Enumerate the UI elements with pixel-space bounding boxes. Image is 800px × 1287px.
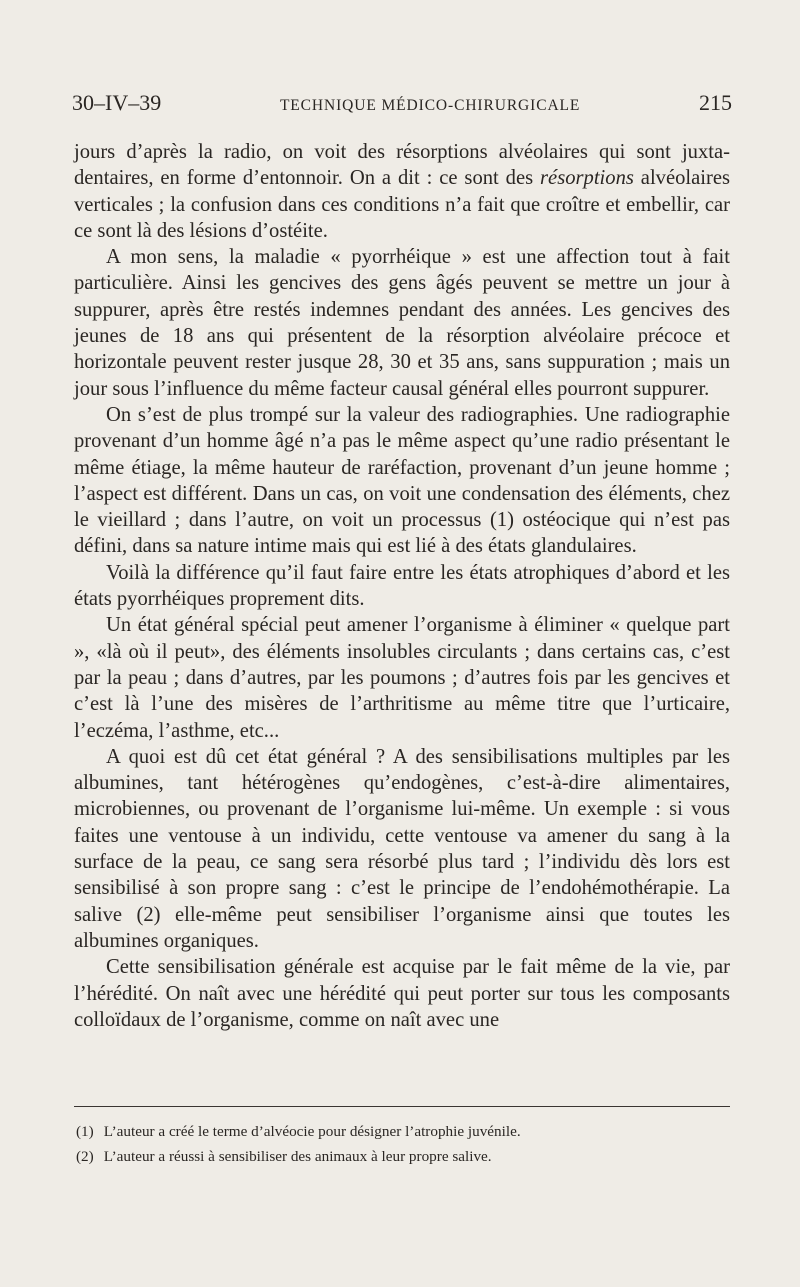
footnote-2-number: (2) (76, 1148, 94, 1165)
emphasized-term: résorptions (540, 167, 634, 190)
footnote-1-text: L’auteur a créé le terme d’alvéocie pour désigner l’atrophie juvénile. (103, 1123, 521, 1140)
paragraph-1 (74, 139, 730, 244)
running-header (72, 90, 732, 116)
footnote-divider (74, 1106, 730, 1107)
paragraph-4: Voilà la différence qu’il faut faire entre les états atrophiques d’abord et les états pyorrhéiques proprement dits. (74, 561, 730, 611)
paragraph-2: A mon sens, la maladie « pyorrhéique » est une affection tout à fait particulière. Ainsi les gencives des gens âgés peuvent se mettre un jour à suppurer, après être restés indemnes pendant des années. Les gencives des jeunes de 18 ans qui présentent de la résorption alvéolaire précoce et horizontale peuvent rester jusque 28, 30 et 35 ans, sans suppuration ; mais un jour sous l’influence du même facteur causal général elles pourront suppurer. (74, 246, 730, 400)
paragraph-5: Un état général spécial peut amener l’organisme à éliminer « quelque part », «là où il peut», des éléments insolubles circulants ; dans certains cas, c’est par la peau ; dans d’autres, par les poumons ; d’autres fois par les gencives et c’est là l’une des misères de l’arthritisme au même titre que l’urticaire, l’eczéma, l’asthme, etc... (74, 614, 730, 742)
main-text (74, 139, 730, 1033)
paragraph-3: On s’est de plus trompé sur la valeur des radiographies. Une radiographie provenant d’un homme âgé n’a pas le même aspect qu’une radio présentant le même étiage, la même hauteur de raréfaction, provenant d’un jeune homme ; l’aspect est différent. Dans un cas, on voit une condensation des éléments, chez le vieillard ; dans l’autre, on voit un processus (1) ostéocique qui n’est pas défini, dans sa nature intime mais qui est lié à des états glandulaires. (74, 403, 730, 558)
header-date: 30–IV–39 (72, 90, 162, 115)
paragraph-1-end: alvéolaires verticales ; la confusion dans ces conditions n’a fait que croître et embellir, car ce sont là des lésions d’ostéite. (74, 167, 730, 242)
page-number: 215 (699, 90, 732, 115)
footnote-1 (76, 1119, 716, 1144)
header-title: TECHNIQUE MÉDICO-CHIRURGICALE (279, 97, 581, 114)
footnote-2 (76, 1144, 716, 1169)
footnotes (76, 1119, 716, 1169)
footnote-1-number: (1) (76, 1123, 94, 1140)
paragraph-1-start: jours d’après la radio, on voit des résorptions alvéolaires qui sont juxta-dentaires, en forme d’entonnoir. On a dit : ce sont des (74, 141, 730, 190)
paragraph-6: A quoi est dû cet état général ? A des sensibilisations multiples par les albumines, tant hétérogènes qu’endogènes, c’est-à-dire alimentaires, microbiennes, ou provenant de l’organisme lui-même. Un exemple : si vous faites une ventouse à un individu, cette ventouse va amener du sang à la surface de la peau, ce sang sera résorbé plus tard ; l’individu dès lors est sensibilisé à son propre sang : c’est le principe de l’endohémothérapie. La salive (2) elle-même peut sensibiliser l’organisme ainsi que toutes les albumines organiques. (74, 745, 730, 952)
footnote-2-text: L’auteur a réussi à sensibiliser des animaux à leur propre salive. (103, 1148, 492, 1165)
paragraph-7: Cette sensibilisation générale est acquise par le fait même de la vie, par l’hérédité. On naît avec une hérédité qui peut porter sur tous les composants colloïdaux de l’organisme, comme on naît avec une (74, 956, 730, 1031)
